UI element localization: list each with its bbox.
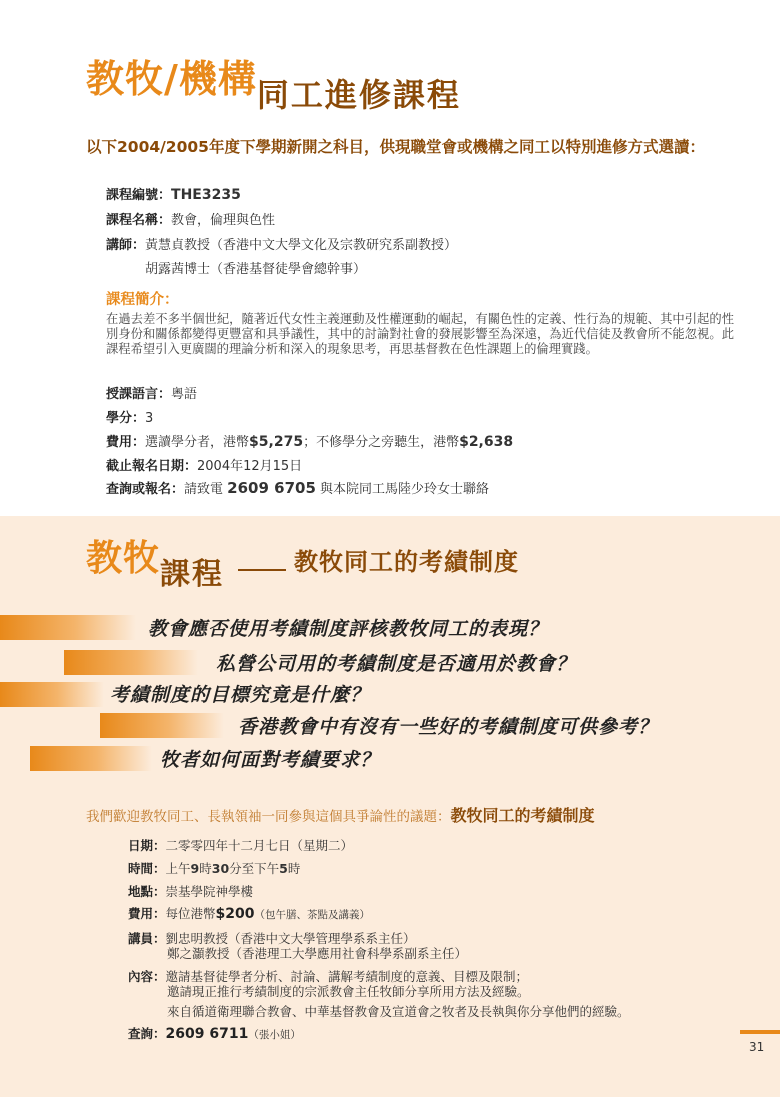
time-e: 分至下午 [229, 861, 280, 876]
welcome-text [86, 803, 595, 826]
course-code-row [106, 184, 746, 203]
seminar-fee-note: （包午膳、茶點及講義） [254, 909, 370, 921]
question-bar [0, 615, 136, 640]
venue-label: 地點： [128, 884, 166, 899]
date: 二零零四年十二月七日（星期二） [165, 838, 354, 853]
title-part2: 同工進修課程 [256, 76, 461, 114]
credit-row [106, 407, 746, 426]
enquiry-phone: 2609 6705 [227, 479, 316, 497]
question-bar [64, 650, 198, 675]
question-bar [30, 746, 152, 771]
welcome-topic: 教牧同工的考績制度 [450, 806, 595, 825]
fee-1: $5,275 [249, 434, 304, 450]
question-bar [0, 682, 104, 707]
question-1: 教會應否使用考績制度評核教牧同工的表現？ [148, 618, 549, 640]
fee-label: 費用： [106, 435, 146, 450]
seminar-time-row [128, 859, 748, 877]
lecturer-row [106, 234, 746, 253]
title-dash [238, 569, 286, 571]
language-row [106, 383, 746, 402]
seminar-speaker-2-row [128, 944, 748, 962]
question-bar [100, 713, 224, 738]
lecturer-label: 講師： [106, 238, 146, 253]
enquiry-prefix: 請致電 [184, 482, 228, 497]
course-description: 在過去差不多半個世紀，隨著近代女性主義運動及性權運動的崛起，有關色性的定義、性行為的規範、其中引起的性別身份和關係都變得更豐富和具爭議性，其中的討論對社會的發展影響至為深遠，為近代信徒及教會所不能忽視。此課程希望引入更廣闊的理論分析和深入的現象思考，再思基督教在色性課題上的倫理實踐。 [106, 312, 734, 357]
seminar-title-part3: 教牧同工的考績制度 [294, 548, 520, 576]
seminar-fee-row [128, 904, 748, 922]
time-g: 時 [287, 861, 301, 876]
question-2: 私營公司用的考績制度是否適用於教會？ [216, 653, 577, 675]
content-1: 邀請基督徒學者分析、討論、講解考績制度的意義、目標及限制； [165, 969, 529, 984]
seminar-fee-label: 費用： [128, 906, 166, 921]
time-c: 時 [199, 861, 212, 876]
seminar-venue-row [128, 882, 748, 900]
seminar-date-row [128, 836, 748, 854]
seminar-fee-prefix: 每位港幣 [165, 906, 216, 921]
language: 粵語 [171, 387, 198, 402]
question-3: 考績制度的目標究竟是什麼？ [110, 684, 371, 706]
time-f: 5 [279, 861, 288, 876]
deadline-row [106, 455, 746, 474]
course-name-row [106, 209, 746, 228]
enquiry-suffix: 與本院同工馬陸少玲女士聯絡 [315, 482, 490, 497]
date-label: 日期： [128, 838, 166, 853]
content-2: 邀請現正推行考績制度的宗派教會主任牧師分享所用方法及經驗。 [167, 984, 530, 999]
course-code: THE3235 [171, 187, 241, 203]
seminar-title-part1: 教牧 [86, 538, 161, 579]
seminar-enquiry-row [128, 1024, 748, 1042]
lecturer-2: 胡露茜博士（香港基督徒學會總幹事） [145, 262, 367, 277]
content-label: 內容： [128, 969, 166, 984]
speaker-1: 劉忠明教授（香港中文大學管理學系系主任） [165, 931, 416, 946]
question-5: 牧者如何面對考績要求？ [160, 749, 381, 771]
fee-2: $2,638 [459, 434, 514, 450]
enquiry-label: 查詢或報名： [106, 482, 185, 497]
deadline: 2004年12月15日 [197, 459, 303, 474]
seminar-fee: $200 [215, 906, 255, 922]
speaker-2: 鄭之灝教授（香港理工大學應用社會科學系副系主任） [167, 946, 468, 961]
seminar-content-2-row [128, 982, 748, 1000]
fee-text-2: ；不修學分之旁聽生，港幣 [303, 435, 460, 450]
time-a: 上午 [165, 861, 191, 876]
language-label: 授課語言： [106, 387, 172, 402]
credit-label: 學分： [106, 411, 146, 426]
course-name: 教會，倫理與色性 [171, 213, 276, 228]
time-label: 時間： [128, 861, 166, 876]
seminar-title [86, 530, 519, 590]
enquiry-row [106, 478, 746, 497]
seminar-enquiry-label: 查詢： [128, 1026, 166, 1041]
seminar-content-3-row [128, 1002, 748, 1020]
page-number-bar [740, 1030, 780, 1034]
speaker-label: 講員： [128, 931, 166, 946]
seminar-enquiry-phone: 2609 6711 [165, 1026, 249, 1042]
fee-text-1: 選讀學分者，港幣 [145, 435, 250, 450]
seminar-title-part2: 課程 [160, 557, 225, 592]
title-part1: 教牧/機構 [86, 57, 257, 101]
page-title [86, 48, 461, 114]
lecturer-1: 黃慧貞教授（香港中文大學文化及宗教研究系副教授） [145, 238, 458, 253]
venue: 崇基學院神學樓 [165, 884, 254, 899]
deadline-label: 截止報名日期： [106, 459, 198, 474]
time-d: 30 [211, 861, 230, 876]
seminar-enquiry-note: （張小姐） [248, 1029, 301, 1041]
content-3: 來自循道衛理聯合教會、中華基督教會及宣道會之牧者及長執與你分享他們的經驗。 [167, 1004, 630, 1019]
fee-row [106, 431, 746, 450]
time-b: 9 [190, 861, 200, 876]
course-intro-heading: 課程簡介： [106, 292, 179, 308]
question-4: 香港教會中有沒有一些好的考績制度可供參考？ [238, 716, 659, 738]
credit: 3 [145, 411, 154, 426]
intro-text: 以下2004/2005年度下學期新開之科目，供現職堂會或機構之同工以特別進修方式選讀： [86, 138, 705, 156]
page-number: 31 [749, 1040, 765, 1054]
course-code-label: 課程編號： [106, 188, 172, 203]
course-name-label: 課程名稱： [106, 213, 172, 228]
welcome-body: 我們歡迎教牧同工、長執領袖一同參與這個具爭論性的議題： [86, 809, 451, 825]
